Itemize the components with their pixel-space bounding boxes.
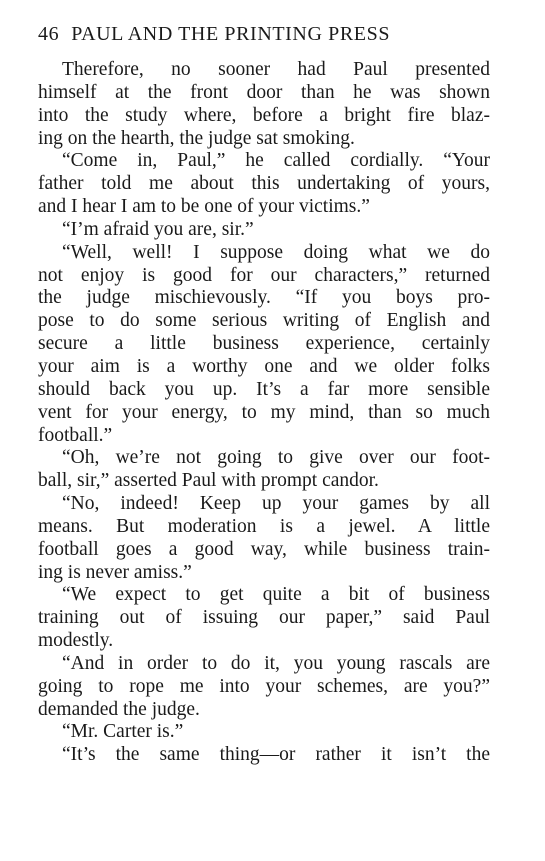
text-line: training out of issuing our paper,” said Paul: [38, 607, 490, 629]
text-line: not enjoy is good for our characters,” returned: [38, 264, 490, 286]
text-line: should back you up. It’s a far more sensible: [38, 378, 490, 400]
text-line: and I hear I am to be one of your victims.”: [38, 196, 370, 218]
running-title: PAUL AND THE PRINTING PRESS: [71, 23, 391, 45]
page-number: 46: [38, 23, 60, 45]
running-header: [38, 20, 490, 48]
text-line: “Well, well! I suppose doing what we do: [62, 241, 490, 263]
text-line: “And in order to do it, you young rascals are: [62, 652, 490, 674]
text-line: means. But moderation is a jewel. A little: [38, 515, 490, 537]
text-line: “It’s the same thing—or rather it isn’t the: [62, 744, 490, 766]
text-line: “We expect to get quite a bit of business: [62, 584, 490, 606]
text-line: “Come in, Paul,” he called cordially. “Your: [62, 150, 490, 172]
text-line: Therefore, no sooner had Paul presented: [62, 59, 490, 80]
text-line: going to rope me into your schemes, are you?”: [38, 675, 490, 697]
text-line: the judge mischievously. “If you boys pro-: [38, 287, 490, 309]
text-line: pose to do some serious writing of English and: [38, 310, 490, 332]
text-line: “No, indeed! Keep up your games by all: [62, 493, 490, 515]
text-line: “Oh, we’re not going to give over our foot-: [62, 447, 490, 469]
text-line: modestly.: [38, 630, 114, 652]
text-line: football.”: [38, 424, 113, 446]
text-line: “I’m afraid you are, sir.”: [62, 218, 254, 240]
text-line: himself at the front door than he was shown: [38, 81, 490, 103]
text-line: father told me about this undertaking of yours,: [38, 173, 490, 195]
text-line: demanded the judge.: [38, 698, 200, 720]
text-line: your aim is a worthy one and we older folks: [38, 355, 490, 377]
text-line: vent for your energy, to my mind, than so much: [38, 401, 490, 423]
text-line: ball, sir,” asserted Paul with prompt candor.: [38, 470, 379, 492]
text-line: football goes a good way, while business train-: [38, 538, 490, 560]
text-line: ing is never amiss.”: [38, 561, 192, 583]
text-line: into the study where, before a bright fire blaz-: [38, 104, 490, 126]
text-line: “Mr. Carter is.”: [62, 721, 184, 743]
text-line: secure a little business experience, certainly: [38, 333, 490, 355]
text-line: ing on the hearth, the judge sat smoking.: [38, 127, 355, 149]
body-text: [38, 59, 490, 767]
